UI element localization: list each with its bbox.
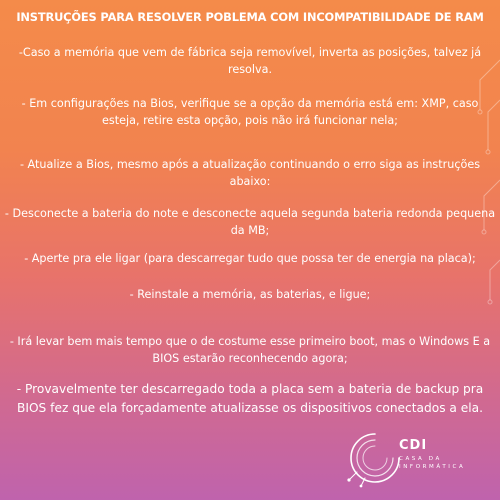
instruction-paragraph: -Caso a memória que vem de fábrica seja removível, inverta as posições, talvez já resolva. [18, 46, 482, 76]
instruction-paragraph: - Reinstale a memória, as baterias, e ligue; [129, 288, 371, 301]
logo-name: CDI [399, 438, 428, 453]
instruction-paragraph: - Aperte pra ele ligar (para descarregar tudo que possa ter de energia na placa); [24, 252, 476, 265]
logo-tagline-2: INFORMÁTICA [399, 464, 466, 470]
circuit-ring-icon [345, 428, 405, 488]
instruction-paragraph: - Em configurações na Bios, verifique se a opção da memória está em: XMP, caso esteja, retire esta opção, pois não irá funcionar nela; [21, 97, 479, 127]
instruction-paragraph: - Provavelmente ter descarregado toda a placa sem a bateria de backup pra BIOS fez que ela forçadamente atualizasse os dispositivos conectados a ela. [16, 382, 484, 415]
logo-tagline-1: CASA DA [399, 456, 442, 462]
instruction-paragraph: - Desconecte a bateria do note e desconecte aquela segunda bateria redonda pequena da MB; [4, 207, 496, 237]
instruction-paragraph: - Atualize a Bios, mesmo após a atualização continuando o erro siga as instruções abaixo: [19, 158, 481, 188]
cdi-logo [345, 428, 495, 494]
circuit-decoration-icon [440, 40, 500, 380]
instruction-paragraph: - Irá levar bem mais tempo que o de costume esse primeiro boot, mas o Windows E a BIOS estarão reconhecendo agora; [9, 335, 491, 365]
page-title: INSTRUÇÕES PARA RESOLVER POBLEMA COM INCOMPATIBILIDADE DE RAM [16, 10, 484, 24]
